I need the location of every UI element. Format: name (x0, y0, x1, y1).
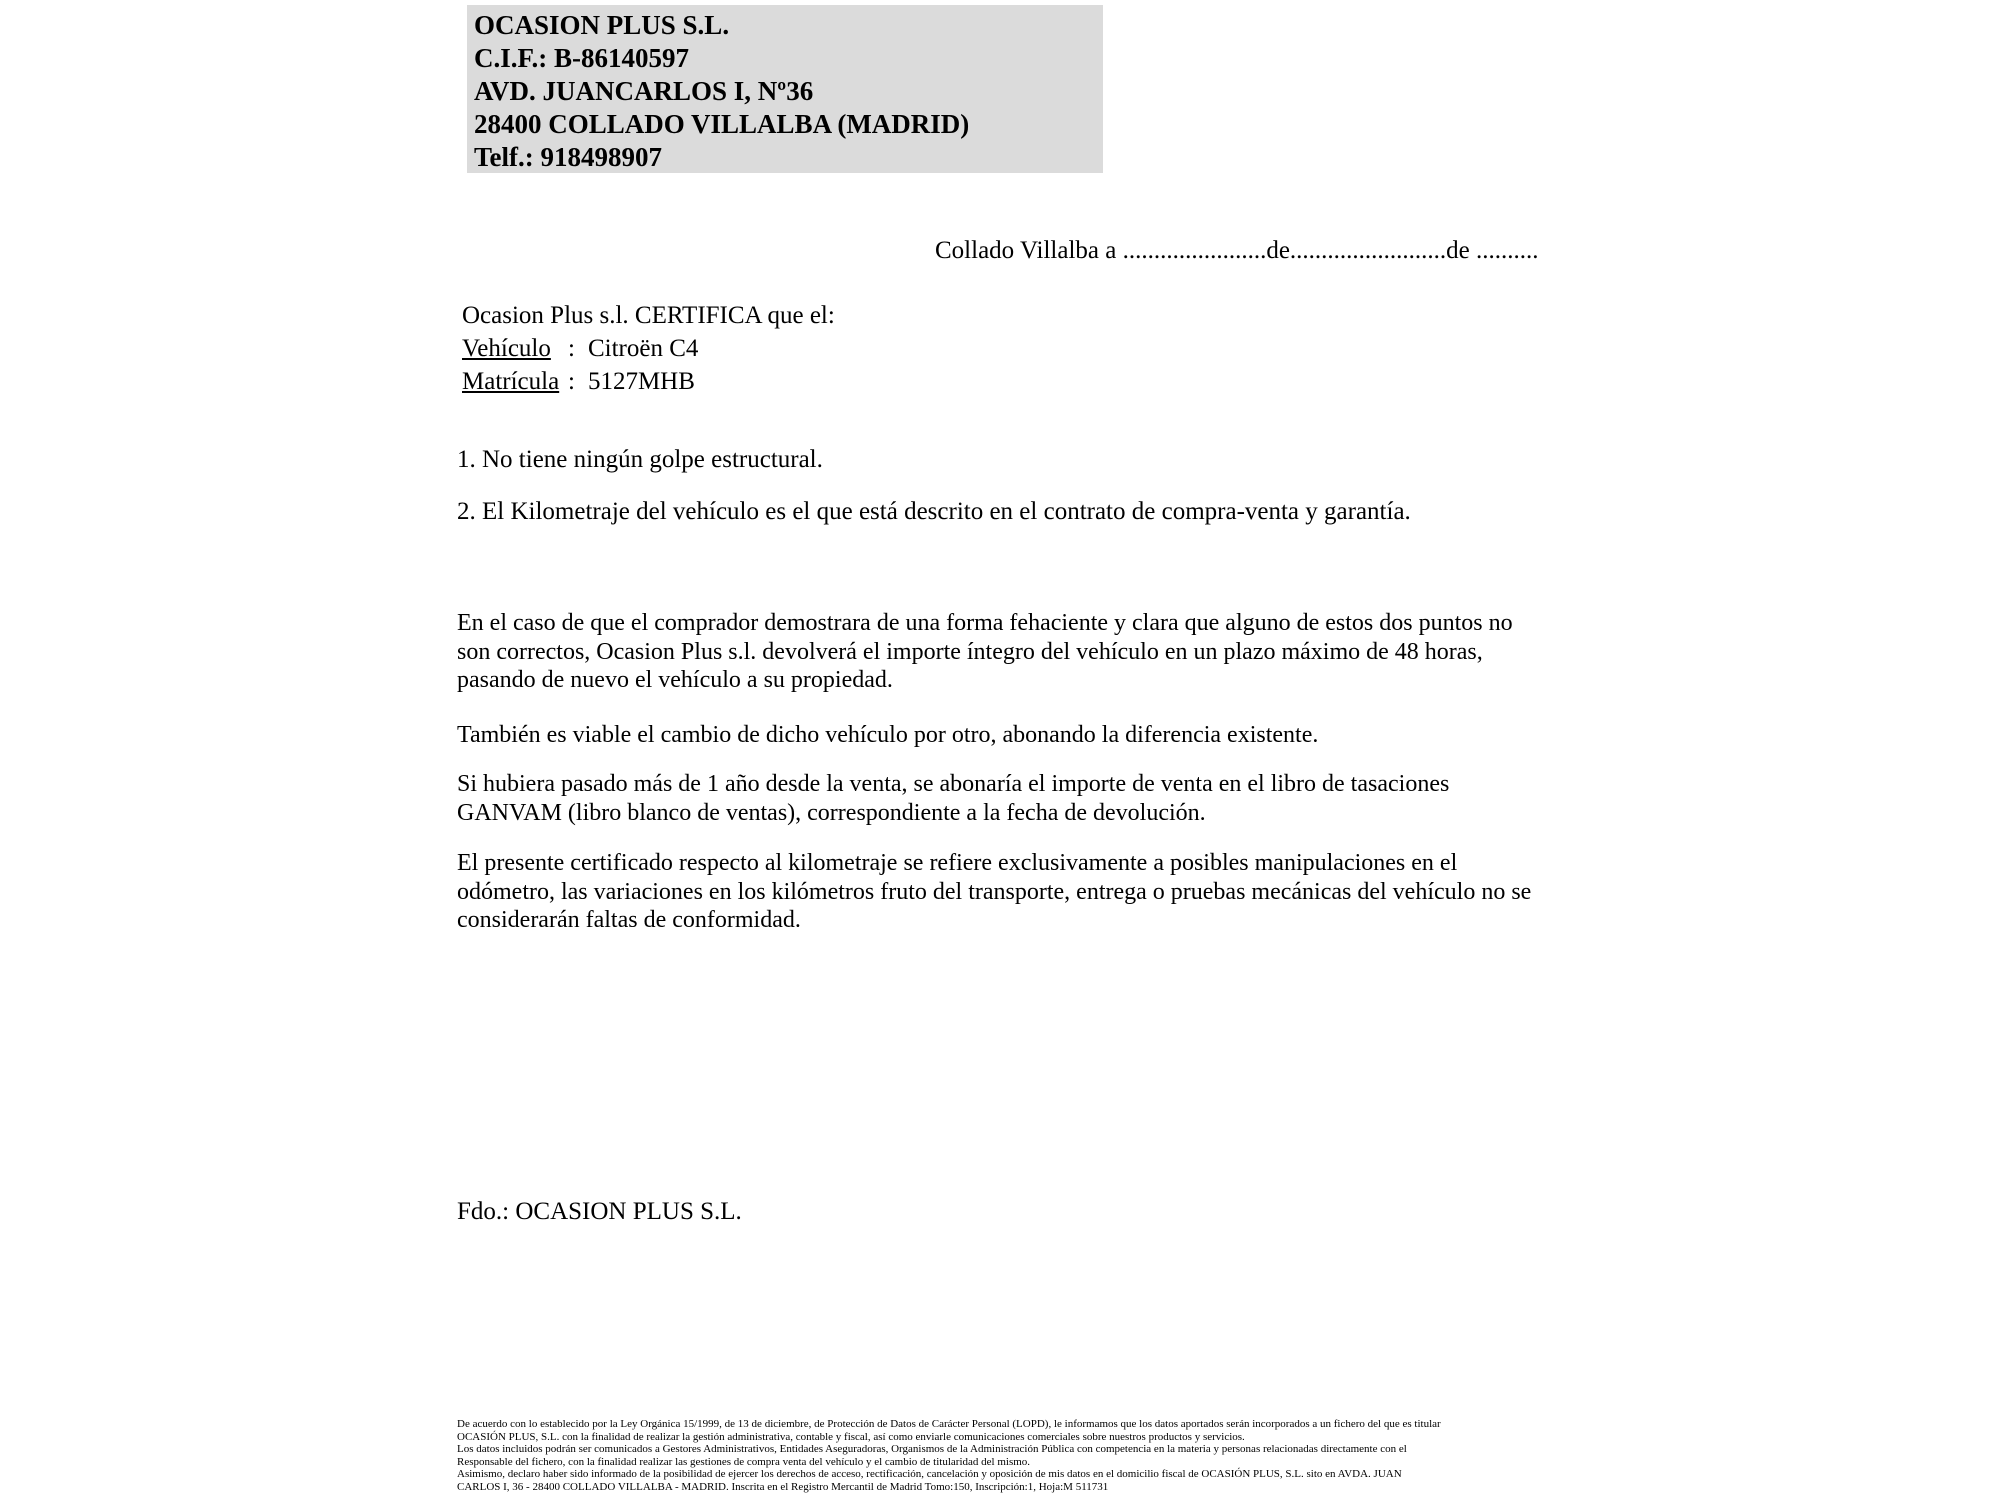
point-mileage: 2. El Kilometraje del vehículo es el que está descrito en el contrato de compra-venta y garantía. (457, 498, 1411, 525)
plate-row (462, 365, 835, 398)
company-city: 28400 COLLADO VILLALBA (MADRID) (474, 109, 970, 139)
company-phone: Telf.: 918498907 (474, 142, 662, 172)
vehicle-value: Citroën C4 (587, 335, 699, 362)
vehicle-label-text: Vehículo (462, 335, 551, 362)
legal-footer-line: De acuerdo con lo establecido por la Ley Orgánica 15/1999, de 13 de diciembre, de Protección de Datos de Carácter Personal (LOPD), le informamos que los datos aportados serán incorporados a un fichero del que es titular (457, 1418, 1441, 1430)
paragraph-ganvam: Si hubiera pasado más de 1 año desde la venta, se abonaría el importe de venta en el libro de tasaciones GANVAM (libro blanco de ventas), correspondiente a la fecha de devolución. (457, 771, 1450, 826)
certificate-intro: Ocasion Plus s.l. CERTIFICA que el: (462, 302, 835, 329)
plate-separator: : (568, 368, 575, 395)
company-cif: C.I.F.: B-86140597 (474, 43, 690, 73)
vehicle-row (462, 332, 835, 365)
plate-label (462, 365, 568, 398)
company-name: OCASION PLUS S.L. (474, 10, 730, 40)
point-structural: 1. No tiene ningún golpe estructural. (457, 446, 823, 473)
plate-label-text: Matrícula (462, 368, 560, 395)
company-address: AVD. JUANCARLOS I, Nº36 (474, 76, 814, 106)
legal-footer-line: Los datos incluidos podrán ser comunicados a Gestores Administrativos, Entidades Aseguradoras, Organismos de la Administración Pública con competencia en la materia y personas relacionadas directamente con el (457, 1443, 1407, 1456)
certificate-section (462, 299, 835, 398)
company-header (467, 5, 1103, 173)
date-line: Collado Villalba a .......................de.........................de .......... (935, 237, 1539, 264)
legal-footer-line: CARLOS I, 36 - 28400 COLLADO VILLALBA - MADRID. Inscrita en el Registro Mercantil de Madrid Tomo:150, Inscripción:1, Hoja:M 511731 (457, 1480, 1109, 1493)
signature-line: Fdo.: OCASION PLUS S.L. (457, 1198, 742, 1225)
legal-footer-line: Responsable del fichero, con la finalidad realizar las gestiones de compra venta del vehículo y el cambio de titularidad del mismo. (457, 1455, 1031, 1468)
paragraph-refund: En el caso de que el comprador demostrara de una forma fehaciente y clara que alguno de estos dos puntos no son correctos, Ocasion Plus s.l. devolverá el importe íntegro del vehículo en un plazo máximo de 48 horas, pasando de nuevo el vehículo a su propiedad. (457, 610, 1513, 693)
paragraph-odometer: El presente certificado respecto al kilometraje se refiere exclusivamente a posibles manipulaciones en el odómetro, las variaciones en los kilómetros fruto del transporte, entrega o pruebas mecánicas del vehículo no se considerarán faltas de conformidad. (457, 850, 1532, 933)
vehicle-label (462, 332, 568, 365)
vehicle-separator: : (568, 335, 575, 362)
legal-footer (457, 1418, 1441, 1493)
paragraph-exchange: También es viable el cambio de dicho vehículo por otro, abonando la diferencia existente. (457, 722, 1319, 748)
legal-footer-line: OCASIÓN PLUS, S.L. con la finalidad de realizar la gestión administrativa, contable y fiscal, así como enviarle comunicaciones comerciales sobre nuestros productos y servicios. (457, 1430, 1245, 1443)
legal-footer-line: Asimismo, declaro haber sido informado de la posibilidad de ejercer los derechos de acceso, rectificación, cancelación y oposición de mis datos en el domicilio fiscal de OCASIÓN PLUS, S.L. sito en AVDA. JUAN (457, 1468, 1402, 1481)
plate-value: 5127MHB (587, 368, 695, 395)
